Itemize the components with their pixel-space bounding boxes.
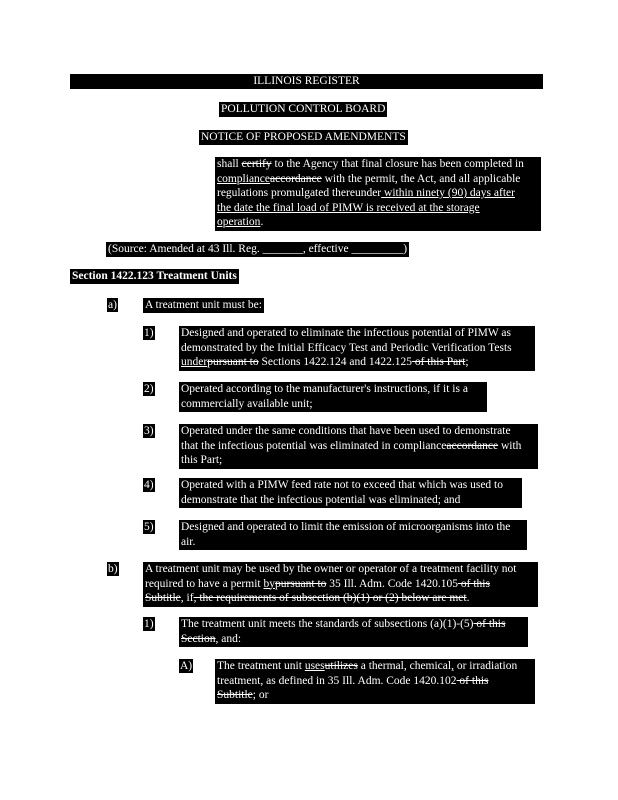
header-board-text: POLLUTION CONTROL BOARD bbox=[221, 103, 386, 115]
b-l2-strike: pursuant to bbox=[274, 577, 327, 590]
header-notice-text: NOTICE OF PROPOSED AMENDMENTS bbox=[201, 131, 406, 143]
a-text-content: A treatment unit must be: bbox=[145, 299, 262, 311]
b-marker: b) bbox=[108, 563, 118, 575]
a2-l1: Operated according to the manufacturer's instructions, if it is a bbox=[181, 383, 468, 395]
a1-l3-b: Sections 1422.124 and 1422.125 bbox=[258, 356, 412, 368]
b1a-l2-strike: of this bbox=[456, 674, 489, 687]
a5-text bbox=[179, 520, 527, 550]
a1-l3-c: ; bbox=[465, 356, 469, 368]
cont-l3-ins: within ninety (90) days after bbox=[381, 187, 515, 199]
a4-text bbox=[179, 478, 522, 508]
b-text bbox=[143, 562, 538, 607]
a3-l2-strike: accordance bbox=[446, 439, 499, 452]
source-blank1: _______ bbox=[262, 243, 303, 255]
cont-l4-ins: the date the final load of PIMW is received at the storage bbox=[217, 201, 480, 214]
cont-l2-strike: accordance bbox=[270, 172, 322, 185]
a-marker: a) bbox=[108, 299, 117, 311]
source-c: ) bbox=[403, 243, 408, 255]
cont-l1-a: shall bbox=[217, 158, 242, 170]
section-title-text: Section 1422.123 Treatment Units bbox=[72, 270, 237, 282]
a4-l1: Operated with a PIMW feed rate not to exceed that which was used to bbox=[181, 479, 503, 491]
cont-l2-b: with the permit, the Act, and all applicable bbox=[321, 172, 521, 185]
b1a-l2-a: treatment, as defined in 35 Ill. Adm. Code 1420.102 bbox=[217, 674, 457, 687]
b-l2-ins: by bbox=[263, 577, 275, 590]
continuation-block bbox=[215, 157, 541, 231]
cont-l1-b: to the Agency that final closure has been completed in bbox=[271, 158, 524, 170]
source-note bbox=[106, 242, 409, 257]
header-rule bbox=[70, 88, 543, 89]
b-l1: A treatment unit may be used by the owner or operator of a treatment facility not bbox=[145, 563, 517, 575]
a1-l2: demonstrated by the Initial Efficacy Test and Periodic Verification Tests bbox=[181, 341, 512, 354]
header-board bbox=[219, 102, 387, 117]
a1-l1: Designed and operated to eliminate the infectious potential of PIMW as bbox=[181, 327, 512, 339]
a3-l2-a: that the infectious potential was eliminated in compliance bbox=[181, 439, 447, 452]
a1-l3-strike: pursuant to bbox=[207, 356, 259, 368]
cont-l1-strike: certify bbox=[241, 158, 272, 170]
source-blank2: _________ bbox=[351, 243, 404, 255]
a1-marker: 1) bbox=[144, 327, 154, 339]
b1a-l3-strike: Subtitle bbox=[217, 689, 253, 701]
header-register: ILLINOIS REGISTER bbox=[253, 75, 360, 87]
b1-l1-a: The treatment unit meets the standards of subsections (a)(1)-(5) bbox=[181, 618, 474, 630]
b1-l2-strike: Section bbox=[181, 632, 216, 645]
b1a-l1-b: a thermal, chemical bbox=[357, 660, 452, 672]
a1-l3-ins: under bbox=[181, 356, 208, 368]
a3-l3: this Part; bbox=[181, 454, 223, 466]
b1a-marker: A) bbox=[180, 660, 193, 672]
cont-l2-ins: compliance bbox=[217, 172, 271, 185]
b-l2-a: required to have a permit bbox=[145, 577, 264, 590]
source-b: , effective bbox=[302, 243, 352, 255]
a2-marker: 2) bbox=[144, 383, 154, 395]
a-text bbox=[143, 298, 264, 313]
section-title bbox=[70, 269, 239, 284]
b1-l1-strike: of this bbox=[473, 618, 506, 630]
a5-l1: Designed and operated to limit the emission of microorganisms into the bbox=[181, 521, 511, 533]
b1a-l3-b: ; or bbox=[252, 689, 269, 701]
b1a-l1-strike: utilizes bbox=[324, 660, 358, 672]
a3-l2-b: with bbox=[498, 439, 522, 452]
a1-l3-strike2: of this Part bbox=[411, 356, 466, 368]
cont-l5-ins: operation bbox=[217, 216, 261, 228]
b1-l2-b: , and: bbox=[215, 632, 242, 645]
b-l3-c: . bbox=[466, 592, 470, 604]
a2-text bbox=[179, 382, 487, 412]
a3-text bbox=[179, 424, 538, 469]
b1a-l1-ins: uses bbox=[304, 660, 325, 672]
b-l2-strike2: of this bbox=[458, 577, 490, 590]
b1a-l1-c: or irradiation bbox=[453, 660, 518, 672]
a4-l2: demonstrate that the infectious potential was eliminated; and bbox=[181, 493, 461, 506]
b1a-text bbox=[215, 659, 535, 704]
b1-marker: 1) bbox=[144, 618, 154, 630]
cont-l3-a: regulations promulgated thereunder bbox=[217, 187, 382, 199]
a4-marker: 4) bbox=[144, 479, 154, 491]
b-l3-strike2: , the requirements of subsection (b)(1) or (2) below are met bbox=[193, 592, 467, 604]
b-l3-strike: Subtitle bbox=[145, 592, 181, 604]
a3-marker: 3) bbox=[144, 425, 154, 437]
b-l2-b: 35 Ill. Adm. Code 1420.105 bbox=[326, 577, 459, 590]
b1-text bbox=[179, 617, 528, 647]
a5-marker: 5) bbox=[144, 521, 154, 533]
b-l3-b: , if bbox=[180, 592, 194, 604]
b1a-l1-a: The treatment unit bbox=[217, 660, 305, 672]
b1a-l1-ins2: , bbox=[451, 660, 454, 672]
a3-l1: Operated under the same conditions that have been used to demonstrate bbox=[181, 425, 511, 437]
a1-text bbox=[179, 326, 535, 371]
source-a: (Source: Amended at 43 Ill. Reg. bbox=[108, 243, 263, 255]
header-notice bbox=[199, 130, 408, 145]
a5-l2: air. bbox=[181, 535, 196, 548]
cont-l5-b: . bbox=[260, 216, 264, 228]
a2-l2: commercially available unit; bbox=[181, 397, 313, 410]
